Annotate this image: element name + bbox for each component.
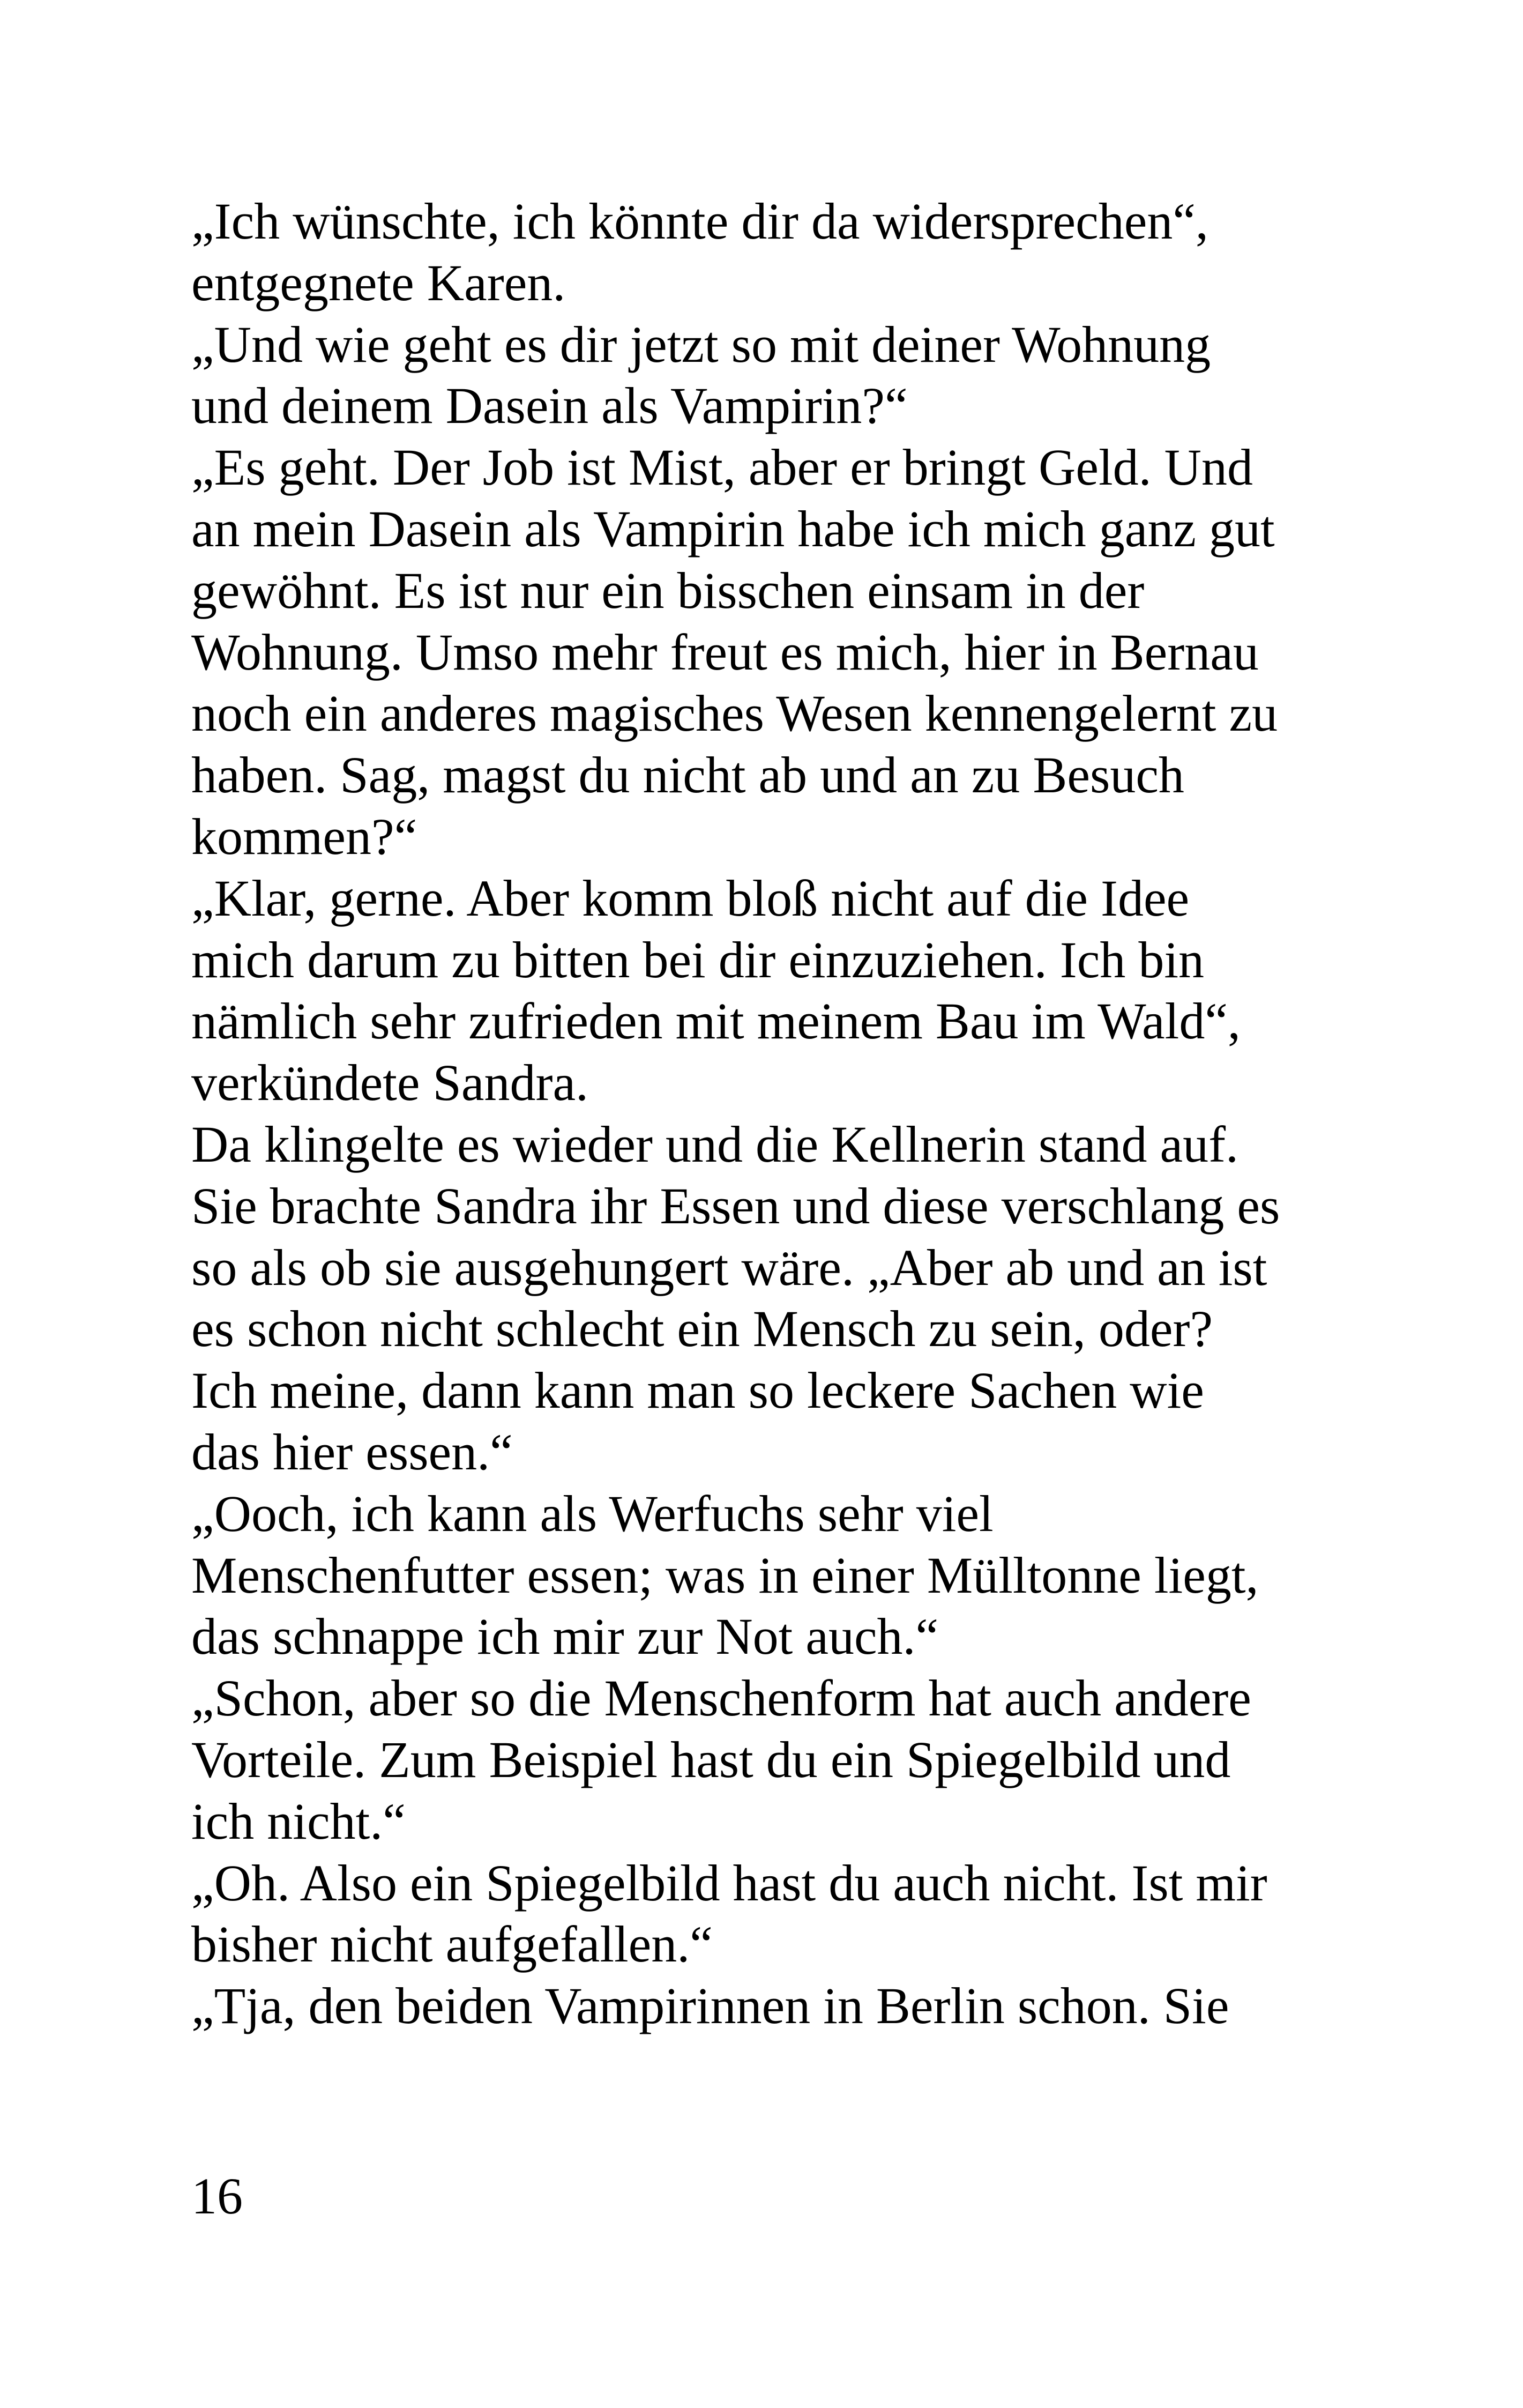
text-line: „Ich wünschte, ich könnte dir da widersprechen“, xyxy=(191,192,1208,250)
body-text xyxy=(191,191,1381,2037)
text-line: bisher nicht aufgefallen.“ xyxy=(191,1915,713,1973)
text-line: „Ooch, ich kann als Werfuchs sehr viel xyxy=(191,1484,994,1542)
text-line: und deinem Dasein als Vampirin?“ xyxy=(191,377,908,435)
text-line: gewöhnt. Es ist nur ein bisschen einsam in der xyxy=(191,561,1145,619)
text-line: es schon nicht schlecht ein Mensch zu sein, oder? xyxy=(191,1300,1213,1358)
page-number: 16 xyxy=(191,2167,243,2225)
text-line: haben. Sag, magst du nicht ab und an zu Besuch xyxy=(191,746,1184,804)
text-line: Vorteile. Zum Beispiel hast du ein Spiegelbild und xyxy=(191,1730,1231,1788)
text-line: „Tja, den beiden Vampirinnen in Berlin schon. Sie xyxy=(191,1977,1229,2035)
text-line: entgegnete Karen. xyxy=(191,254,566,311)
text-line: Wohnung. Umso mehr freut es mich, hier in Bernau xyxy=(191,623,1259,681)
text-line: „Und wie geht es dir jetzt so mit deiner Wohnung xyxy=(191,315,1211,373)
text-line: an mein Dasein als Vampirin habe ich mich ganz gut xyxy=(191,500,1275,558)
text-line: „Schon, aber so die Menschenform hat auch andere xyxy=(191,1669,1251,1727)
text-line: noch ein anderes magisches Wesen kennengelernt zu xyxy=(191,685,1278,742)
text-line: Sie brachte Sandra ihr Essen und diese verschlang es xyxy=(191,1177,1280,1235)
text-line: kommen?“ xyxy=(191,807,417,865)
text-line: Ich meine, dann kann man so leckere Sachen wie xyxy=(191,1362,1204,1419)
text-line: nämlich sehr zufrieden mit meinem Bau im Wald“, xyxy=(191,992,1241,1050)
text-line: „Oh. Also ein Spiegelbild hast du auch nicht. Ist mir xyxy=(191,1854,1267,1912)
text-line: verkündete Sandra. xyxy=(191,1054,589,1112)
text-line: „Klar, gerne. Aber komm bloß nicht auf die Idee xyxy=(191,869,1190,927)
text-line: mich darum zu bitten bei dir einzuziehen. Ich bin xyxy=(191,931,1204,989)
text-line: „Es geht. Der Job ist Mist, aber er bringt Geld. Und xyxy=(191,439,1253,496)
text-line: das hier essen.“ xyxy=(191,1423,513,1481)
text-line: ich nicht.“ xyxy=(191,1792,406,1850)
text-line: das schnappe ich mir zur Not auch.“ xyxy=(191,1608,939,1666)
text-line: Da klingelte es wieder und die Kellnerin stand auf. xyxy=(191,1115,1239,1173)
text-line: so als ob sie ausgehungert wäre. „Aber ab und an ist xyxy=(191,1238,1267,1296)
text-line: Menschenfutter essen; was in einer Mülltonne liegt, xyxy=(191,1546,1259,1604)
